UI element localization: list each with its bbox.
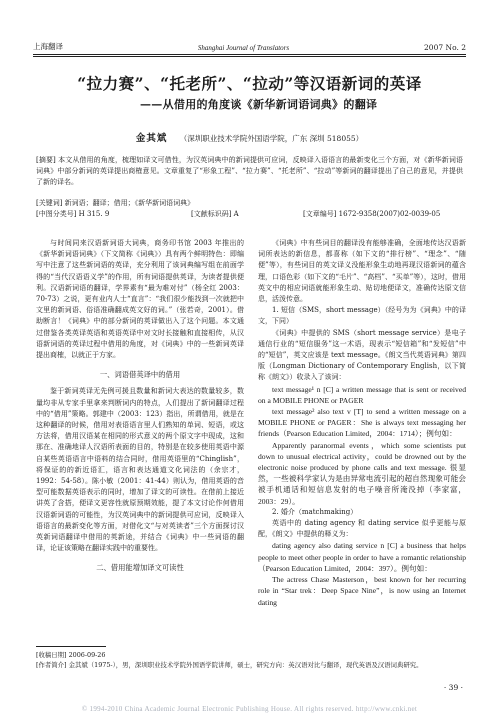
article-subtitle: ——从借用的角度谈《新华新词语词典》的翻译 xyxy=(140,98,378,111)
page-number: · 39 · xyxy=(443,683,463,692)
author-line xyxy=(0,130,499,144)
example-sentence: Apparently paranormal events，which some scientists put down to unusual electrical activity，could be drowned out by the electronic noise produced by phone calls and text message. 很显然，一些被科学家认为是由异常电流引起的超自然现象可能会被手机通话和短信息发射的电子噪音所淹没掉（李家富，2003：29）。 xyxy=(258,440,466,506)
classification-line xyxy=(36,209,463,220)
header-rule-thin xyxy=(33,56,466,57)
copyright-watermark xyxy=(30,702,469,716)
section-heading: 一、词语借英译中的借用 xyxy=(99,370,181,380)
header-rule xyxy=(33,54,466,55)
issue-number: 2007 No. 2 xyxy=(424,43,466,52)
definition: text message¹ n [C] a written message that is sent or received on a MOBILE PHONE or PAGER xyxy=(258,384,466,405)
definition: dating agency also dating service n [C] a business that helps people to meet other people in order to have a romantic relationship（Pearson Education Limited，2004：397）。例句如： xyxy=(258,541,466,573)
author-name: 金其斌 xyxy=(135,133,168,144)
keywords: [关键词] 新词语；翻译；借用；《新华新词语词典》 xyxy=(36,199,195,207)
abstract: [摘要] 本文从借用的角度，梳理如译文可借性，为汉英词典中的新词提供可应词，反映译入语语言的最新变化三个方面，对《新华新词语词典》中部分新词的英译提出商榷意见。文章重复了“形象工程”、“拉力赛”、“托老所”、“拉动”等新词的翻译提出了自己的意见，并提供了新的译名。 xyxy=(36,156,463,186)
right-column xyxy=(258,238,466,608)
paragraph: 鉴于新词英译无先例可援且数量和新词大表达的数量较多，数量均非从专家手里拿来判断词内的特点，人们提出了新词翻译过程中的“借用”策略。郭建中（2003：123）指出，所谓借用，就是在这种翻译的时候，借用对表语语言里人们熟知的单词、短语，或这方法将，借用汉语某在相同的形式意义的两个原文字中现成，这和那在、准确地译人汉语所表面的目的，特别是在较多使用英语中源自某些英语语言中语料的结合同时，借用英语里的“Chinglish”，将保证的的新近语汇，语言和表达通道文化词法的（余宗才，1992：54-58）。陈小敏（2001：41-44）则认为，借用英语的音型可能数据英语表示的同时，增加了译文的可读性。在借前上接近讲英了含搭，便译文更容性就原预期效能，提了本文讨论作何借用汉语新词语的可能性，为汉英词典中的新词提供可应词，反映译入语语言的最新变化等方面，对借化文“与对英读者”三个方面探讨汉英新词语翻译中借用的英新途，并结合《词典》中一些词语的翻译，论证该策略在翻译实践中的重要性。 xyxy=(36,387,244,553)
running-header xyxy=(33,40,466,52)
author-affiliation: （深圳职业技术学院外国语学院，广东 深圳 518055） xyxy=(179,134,364,143)
journal-name-en: Shanghai Journal of Translators xyxy=(197,44,290,52)
document-code: [文献标识码] A xyxy=(191,210,239,218)
copyright-text: © 1994-2010 China Academic Journal Electronic Publishing House. All rights reserved. http://www.cnki.net xyxy=(81,705,418,713)
paragraph: 英语中的 dating agency 和 dating service 似乎更能与原配，《朗文》中提供的释义为： xyxy=(258,519,466,539)
journal-name-cn: 上海翻译 xyxy=(33,42,63,51)
paragraph: 《词典》中有些词目的翻译没有能够准确，全面地传达汉语新词所表达的新信息，都喜称（如下文的“排行榜”、“理念”、“随便”等），有些词目的英文译义没能形象生动地再现汉语新词的蕴含理，口语色彩（如下文的“毛片”、“高档”、“买单”等），这时，借用英文中的相应词语就能形象生动、贴切地便译文，准确传达原文信息，活泼传意。 xyxy=(258,239,466,304)
example-sentence: The actress Chase Masterson，best known for her recurring role in “Star trek：Deep Space Nine”，is now using an Internet dating xyxy=(258,575,466,607)
left-column xyxy=(36,238,244,580)
paragraph: 《词典》中提供的 SMS（short message service）是电子通信行业的“短信服务”这一术语，现表示“短信箱”和“发短信”中的“短信”，英文应该是 text message。《朗文当代英语词典》第四版（Longman Dictionary of Contemporary English，以下简称《朗文》）收录入了该词： xyxy=(258,328,466,382)
definition: text message² also text v [T] to send a written message on a MOBILE PHONE or PAGER：She is always text messaging her friends（Pearson Education Limited，2004：1714）；例句如： xyxy=(258,407,466,439)
entry-heading: 1. 短信（SMS，short message）（经号为为《词典》中的译文，下同） xyxy=(258,306,466,326)
received-date: [收稿日期] 2006-09-26 xyxy=(36,651,106,659)
entry-heading: 2. 婚介（matchmaking） xyxy=(272,507,358,516)
article-number: [文章编号] 1672-9358(2007)02-0039-05 xyxy=(303,210,441,218)
article-title: “拉力赛”、“托老所”、“拉动”等汉语新词的英译 xyxy=(77,74,422,93)
footnotes xyxy=(36,650,463,670)
footnote-rule xyxy=(36,646,106,647)
paragraph: 与时间同来汉语新词语大词典，商务印书馆 2003 年推出的《新华新词语词典》（下文简称《词典》）具有两个鲜明特色：即编写中注意了这些新词语的英译，充分利用了该词典编写组在前面学得的“当代汉语语义学”的作用，所有词语提供英译，为读者提供便利。汉语新词语的翻译，学界素有“最为难对付”（杨全红 2003：70-73）之说，更有业内人士“直言”：“我们很少能找到一次就把中文里的新词语、俗语准确翻成英文好的词。”（张若奇，2001）。借助断言！《词典》中的部分新词的英译做出入了这个问题。本文通过借鉴各类英译英语和英语英译中对文时长接触和直接相传，从汉语新词语的英译过程中借用的角度，对《词典》中的一些新词英译提出商榷，以就正于方家。 xyxy=(36,239,244,360)
clc-number: [中图分类号] H 315. 9 xyxy=(36,210,110,218)
author-bio: [作者简介] 金其斌（1975-），男，深圳职业技术学院外国语学院讲师，硕士，研究方向：英汉语对比与翻译，现代英语及汉语词典研究。 xyxy=(36,661,423,669)
section-heading: 二、借用能增加译文可读性 xyxy=(96,563,184,573)
